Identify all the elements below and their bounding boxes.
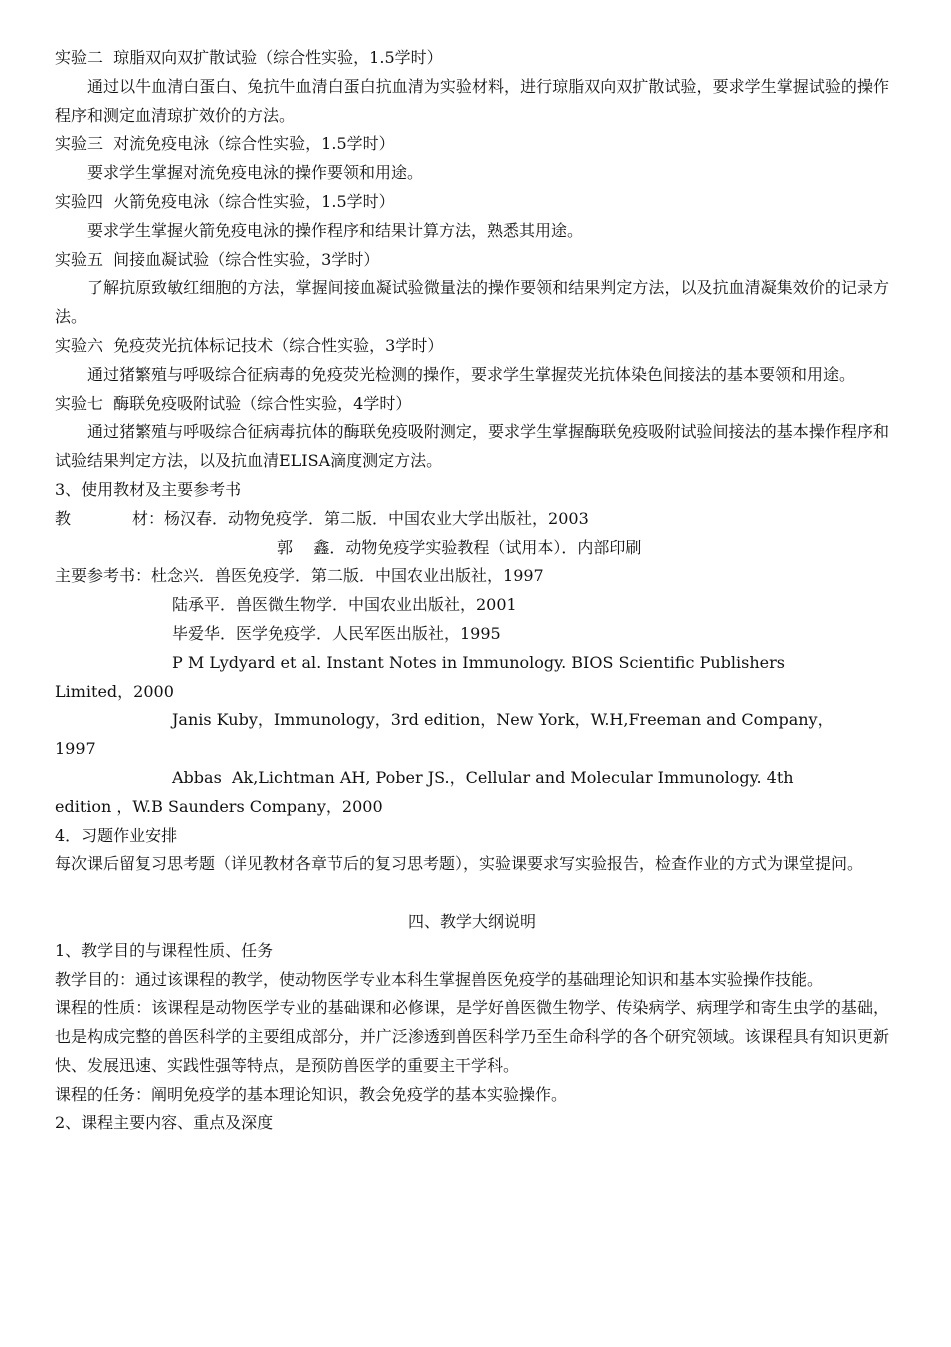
textbooks-heading: 3、使用教材及主要参考书 (55, 479, 242, 499)
reference-entry: 陆承平．兽医微生物学．中国农业出版社，2001 (172, 595, 517, 615)
textbook-line (55, 505, 889, 534)
textbook-entry: 杨汉春．动物免疫学．第二版．中国农业大学出版社，2003 (164, 508, 589, 528)
experiment-4 (55, 188, 889, 246)
reference-entry: 杜念兴．兽医免疫学．第二版．中国农业出版社，1997 (151, 566, 544, 586)
homework-text: 每次课后留复习思考题（详见教材各章节后的复习思考题），实验课要求写实验报告，检查作业的方式为课堂提问。 (55, 854, 864, 874)
experiment-5 (55, 246, 889, 332)
experiment-description: 要求学生掌握对流免疫电泳的操作要领和用途。 (87, 163, 424, 183)
homework-heading: 4．习题作业安排 (55, 825, 178, 845)
section-title: 四、教学大纲说明 (407, 911, 536, 931)
reference-line (55, 562, 889, 591)
experiment-description: 通过猪繁殖与呼吸综合征病毒抗体的酶联免疫吸附测定，要求学生掌握酶联免疫吸附试验间接法的基本操作程序和试验结果判定方法，以及抗血清ELISA滴度测定方法。 (55, 422, 889, 471)
reference-entry-continued: edition ，W.B Saunders Company，2000 (55, 796, 383, 816)
experiment-description: 通过猪繁殖与呼吸综合征病毒的免疫荧光检测的操作，要求学生掌握荧光抗体染色间接法的基本要领和用途。 (87, 364, 856, 384)
course-nature: 课程的性质：该课程是动物医学专业的基础课和必修课，是学好兽医微生物学、传染病学、病理学和寄生虫学的基础，也是构成完整的兽医科学的主要组成部分，并广泛渗透到兽医科学乃至生命科学的各个研究领域。该课程具有知识更新快、发展迅速、实践性强等特点，是预防兽医学的重要主干学科。 (55, 998, 889, 1075)
subsection-heading: 2、课程主要内容、重点及深度 (55, 1113, 274, 1133)
experiment-6 (55, 332, 889, 390)
textbook-entry: 郭 鑫．动物免疫学实验教程（试用本）．内部印刷 (277, 537, 642, 557)
experiment-3 (55, 130, 889, 188)
experiment-7 (55, 390, 889, 476)
experiment-description: 了解抗原致敏红细胞的方法，掌握间接血凝试验微量法的操作要领和结果判定方法，以及抗血清凝集效价的记录方法。 (55, 278, 889, 327)
experiment-description: 通过以牛血清白蛋白、兔抗牛血清白蛋白抗血清为实验材料，进行琼脂双向双扩散试验，要求学生掌握试验的操作程序和测定血清琼扩效价的方法。 (55, 76, 889, 125)
course-task: 课程的任务：阐明免疫学的基本理论知识，教会免疫学的基本实验操作。 (55, 1084, 568, 1104)
experiment-heading: 实验四 火箭免疫电泳（综合性实验，1.5学时） (55, 191, 395, 211)
experiment-heading: 实验七 酶联免疫吸附试验（综合性实验，4学时） (55, 393, 412, 413)
reference-entry: P M Lydyard et al. Instant Notes in Immunology. BIOS Scientific Publishers (172, 652, 785, 672)
reference-entry: Janis Kuby，Immunology，3rd edition，New York，W.H,Freeman and Company， (172, 710, 834, 730)
homework-section (55, 822, 889, 880)
teaching-purpose: 教学目的：通过该课程的教学，使动物医学专业本科生掌握兽医免疫学的基础理论知识和基本实验操作技能。 (55, 969, 824, 989)
references-label: 主要参考书： (55, 566, 152, 586)
reference-entry: Abbas Ak,Lichtman AH, Pober JS.，Cellular and Molecular Immunology. 4th (172, 767, 794, 787)
syllabus-notes-section (55, 908, 889, 1138)
experiment-2 (55, 44, 889, 130)
experiment-heading: 实验二 琼脂双向双扩散试验（综合性实验，1.5学时） (55, 48, 443, 67)
reference-entry: 毕爱华．医学免疫学．人民军医出版社，1995 (172, 623, 501, 643)
experiment-description: 要求学生掌握火箭免疫电泳的操作程序和结果计算方法，熟悉其用途。 (87, 220, 584, 240)
reference-entry-continued: 1997 (55, 739, 96, 759)
spacer (55, 879, 889, 908)
reference-entry-continued: Limited，2000 (55, 681, 174, 701)
textbooks-section (55, 476, 889, 822)
textbook-label: 教 材： (55, 508, 165, 528)
experiment-heading: 实验五 间接血凝试验（综合性实验，3学时） (55, 249, 380, 269)
subsection-heading: 1、教学目的与课程性质、任务 (55, 940, 274, 960)
experiment-heading: 实验三 对流免疫电泳（综合性实验，1.5学时） (55, 134, 395, 154)
experiment-heading: 实验六 免疫荧光抗体标记技术（综合性实验，3学时） (55, 335, 444, 355)
